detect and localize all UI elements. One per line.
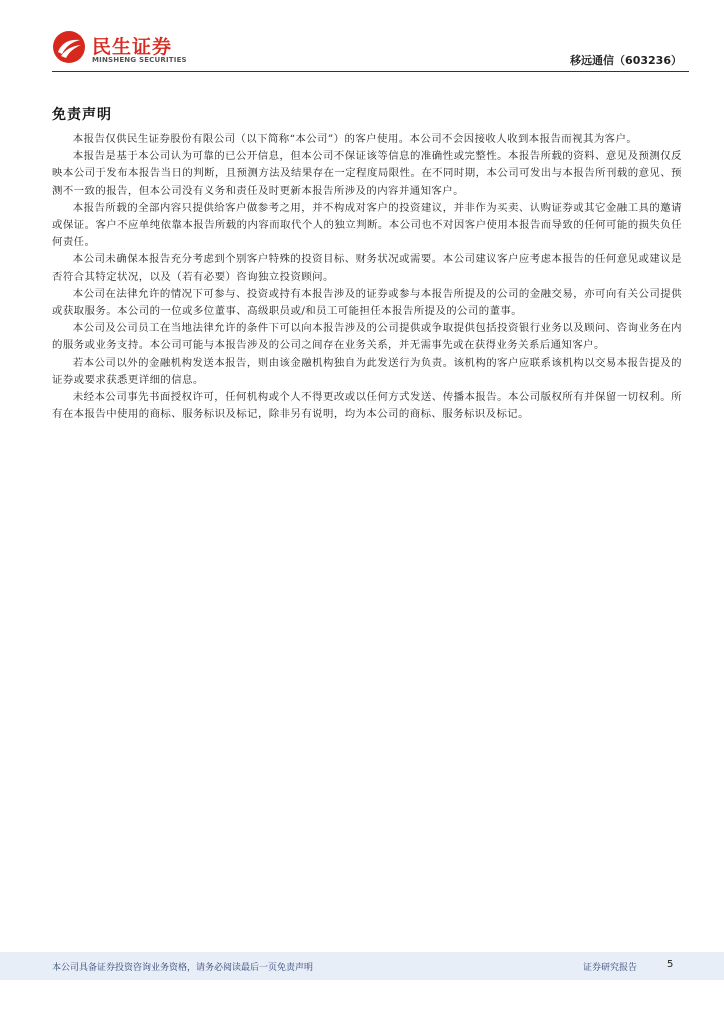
header-divider	[52, 71, 689, 72]
disclaimer-paragraph: 本报告所载的全部内容只提供给客户做参考之用，并不构成对客户的投资建议，并非作为买卖、认购证券或其它金融工具的邀请或保证。客户不应单纯依靠本报告所载的内容而取代个人的独立判断。本公司也不对因客户使用本报告而导致的任何可能的损失负任何责任。	[52, 201, 682, 249]
company-ticker-label: 移远通信（603236）	[570, 54, 682, 67]
footer-qualification-note: 本公司具备证券投资咨询业务资格，请务必阅读最后一页免责声明	[52, 963, 314, 973]
minsheng-logo-icon	[52, 30, 86, 64]
page-header	[0, 0, 724, 75]
disclaimer-paragraph: 本报告是基于本公司认为可靠的已公开信息，但本公司不保证该等信息的准确性或完整性。本报告所载的资料、意见及预测仅反映本公司于发布本报告当日的判断，且预测方法及结果存在一定程度局限性。在不同时期，本公司可发出与本报告所刊载的意见、预测不一致的报告，但本公司没有义务和责任及时更新本报告所涉及的内容并通知客户。	[52, 150, 682, 197]
disclaimer-paragraph: 本公司未确保本报告充分考虑到个别客户特殊的投资目标、财务状况或需要。本公司建议客户应考虑本报告的任何意见或建议是否符合其特定状况，以及（若有必要）咨询独立投资顾问。	[52, 253, 682, 283]
disclaimer-paragraph: 未经本公司事先书面授权许可，任何机构或个人不得更改或以任何方式发送、传播本报告。本公司版权所有并保留一切权利。所有在本报告中使用的商标、服务标识及标记，除非另有说明，均为本公司的商标、服务标识及标记。	[52, 391, 682, 421]
disclaimer-body	[52, 131, 682, 423]
page-number: 5	[667, 959, 674, 970]
disclaimer-paragraph: 本公司及公司员工在当地法律允许的条件下可以向本报告涉及的公司提供或争取提供包括投资银行业务以及顾问、咨询业务在内的服务或业务支持。本公司可能与本报告涉及的公司之间存在业务关系，并无需事先或在获得业务关系后通知客户。	[52, 322, 682, 352]
footer-report-type: 证券研究报告	[583, 963, 638, 973]
disclaimer-paragraph: 若本公司以外的金融机构发送本报告，则由该金融机构独自为此发送行为负责。该机构的客户应联系该机构以交易本报告提及的证券或要求获悉更详细的信息。	[52, 356, 682, 386]
logo-chinese-name: 民生证券	[92, 36, 173, 58]
disclaimer-title: 免责声明	[52, 107, 112, 123]
logo-english-name: MINSHENG SECURITIES	[92, 56, 187, 64]
minsheng-logo	[52, 30, 212, 70]
page-footer	[0, 952, 724, 980]
disclaimer-paragraph: 本公司在法律允许的情况下可参与、投资或持有本报告涉及的证券或参与本报告所提及的公司的金融交易，亦可向有关公司提供或获取服务。本公司的一位或多位董事、高级职员或/和员工可能担任本报告所提及的公司的董事。	[52, 287, 682, 318]
disclaimer-paragraph: 本报告仅供民生证券股份有限公司（以下简称“本公司”）的客户使用。本公司不会因接收人收到本报告而视其为客户。	[72, 133, 638, 145]
